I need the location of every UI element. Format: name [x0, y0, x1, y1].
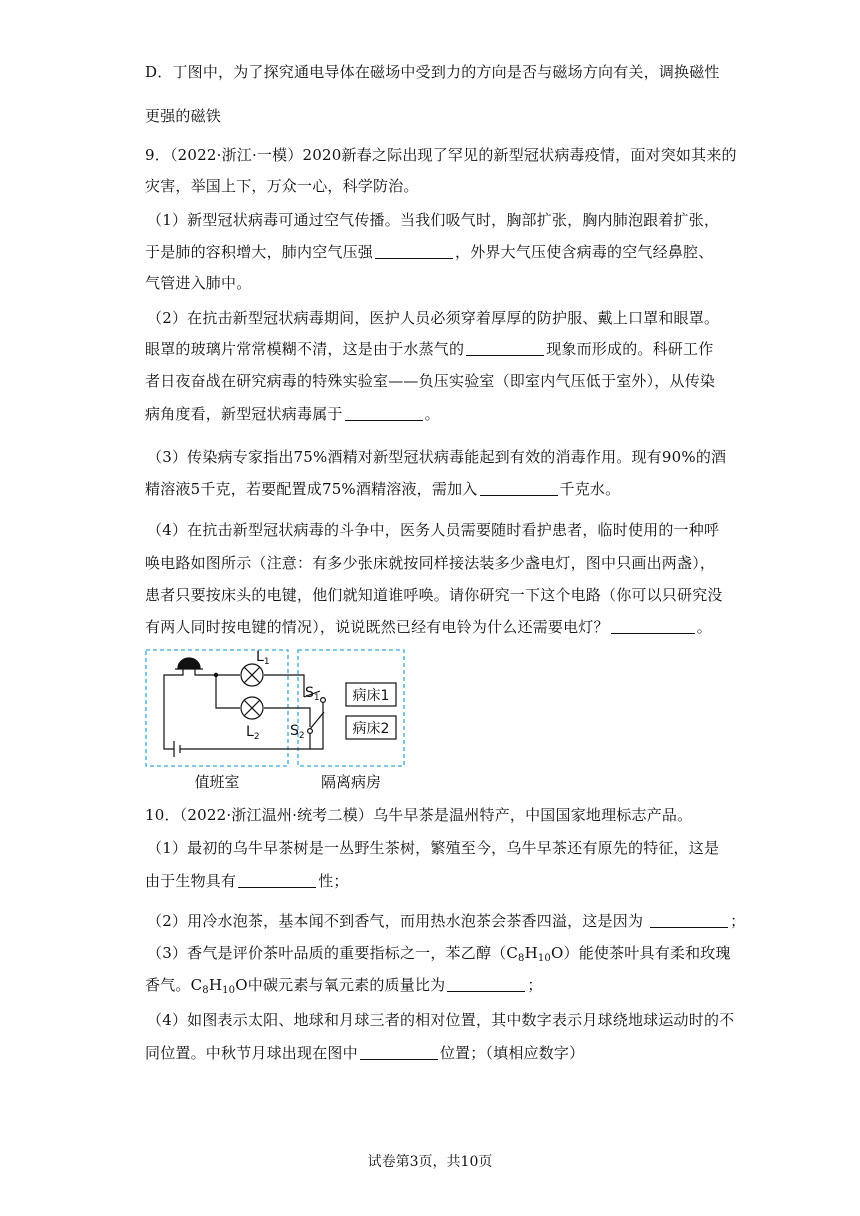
q9-part2-line-2: 眼罩的玻璃片常常模糊不清，这是由于水蒸气的 现象而形成的。科研工作 — [145, 340, 714, 358]
option-d-line-2: 更强的磁铁 — [145, 107, 222, 125]
q9-part4-line-3: 患者只要按床头的电键，他们就知道谁呼唤。请你研究一下这个电路（你可以只研究没 — [145, 586, 723, 604]
q9-part1-line-2: 于是肺的容积增大，肺内空气压强 ，外界大气压使含病毒的空气经鼻腔、 — [145, 243, 714, 261]
q10-part4-line-1: （4）如图表示太阳、地球和月球三者的相对位置，其中数字表示月球绕地球运动时的不 — [147, 1011, 735, 1029]
q9-part3-line-1: （3）传染病专家指出75%酒精对新型冠状病毒能起到有效的消毒作用。现有90%的酒 — [147, 448, 727, 466]
q9-part3-line-2: 精溶液5千克，若要配置成75%酒精溶液，需加入 千克水。 — [145, 480, 621, 498]
question-9-stem-1: 9．（2022·浙江·一模）2020新春之际出现了罕见的新型冠状病毒疫情，面对突如其来的 — [145, 146, 737, 164]
bed-2-label: 病床2 — [352, 721, 390, 737]
answer-blank[interactable] — [650, 912, 728, 928]
switch-s2-label: $S_2$ — [290, 723, 305, 741]
bed-1-label: 病床1 — [352, 688, 390, 704]
answer-blank[interactable] — [345, 405, 423, 421]
answer-blank[interactable] — [480, 480, 558, 496]
answer-blank[interactable] — [375, 243, 453, 259]
call-circuit-diagram — [142, 645, 407, 793]
q9-part4-line-4: 有两人同时按电键的情况），说说既然已经有电铃为什么还需要电灯？ 。 — [145, 618, 712, 636]
option-d-line-1: D．丁图中，为了探究通电导体在磁场中受到力的方向是否与磁场方向有关，调换磁性 — [145, 63, 720, 81]
q10-part3-line-1: （3）香气是评价茶叶品质的重要指标之一，苯乙醇$(C_8H_{10}O)$能使茶叶具有柔和玫瑰 — [147, 944, 731, 964]
bell-icon — [178, 658, 200, 668]
q10-part1-line-2: 由于生物具有 性； — [145, 872, 349, 890]
switch-s2-icon — [308, 729, 313, 734]
page-footer: 试卷第3页，共10页 — [367, 1154, 493, 1170]
q9-part2-line-4: 病角度看，新型冠状病毒属于 。 — [145, 405, 440, 423]
answer-blank[interactable] — [611, 618, 695, 634]
q10-part4-line-2: 同位置。中秋节月球出现在图中 位置；（填相应数字） — [145, 1044, 585, 1062]
q9-part4-line-1: （4）在抗击新型冠状病毒的斗争中，医务人员需要随时看护患者，临时使用的一种呼 — [147, 521, 720, 539]
answer-blank[interactable] — [238, 872, 316, 888]
ward-label: 隔离病房 — [320, 773, 382, 791]
duty-room-label: 值班室 — [194, 773, 240, 791]
answer-blank[interactable] — [466, 340, 544, 356]
q9-part2-line-1: （2）在抗击新型冠状病毒期间，医护人员必须穿着厚厚的防护服、戴上口罩和眼罩。 — [147, 309, 720, 327]
q9-part1-line-3: 气管进入肺中。 — [145, 274, 252, 292]
answer-blank[interactable] — [360, 1044, 438, 1060]
answer-blank[interactable] — [447, 976, 525, 992]
q9-part2-line-3: 者日夜奋战在研究病毒的特殊实验室——负压实验室（即室内气压低于室外），从传染 — [145, 372, 716, 390]
q10-part3-line-2: 香气。$C_8H_{10}O$中碳元素与氧元素的质量比为 ； — [145, 976, 543, 996]
question-9-stem-2: 灾害，举国上下，万众一心，科学防治。 — [145, 177, 419, 195]
q9-part4-line-2: 唤电路如图所示（注意：有多少张床就按同样接法装多少盏电灯，图中只画出两盏）， — [145, 554, 716, 572]
question-10-stem: 10．（2022·浙江温州·统考二模）乌牛早茶是温州特产，中国国家地理标志产品。 — [145, 806, 693, 824]
lamp-l1-label: $L_1$ — [256, 649, 270, 667]
q10-part2-line: （2）用冷水泡茶，基本闻不到香气，而用热水泡茶会茶香四溢，这是因为 ； — [147, 912, 746, 930]
switch-s1-label: $S_1$ — [305, 685, 320, 703]
lamp-l2-label: $L_2$ — [246, 724, 260, 742]
q10-part1-line-1: （1）最初的乌牛早茶树是一丛野生茶树，繁殖至今，乌牛早茶还有原先的特征，这是 — [147, 839, 720, 857]
q9-part1-line-1: （1）新型冠状病毒可通过空气传播。当我们吸气时，胸部扩张，胸内肺泡跟着扩张， — [147, 211, 720, 229]
